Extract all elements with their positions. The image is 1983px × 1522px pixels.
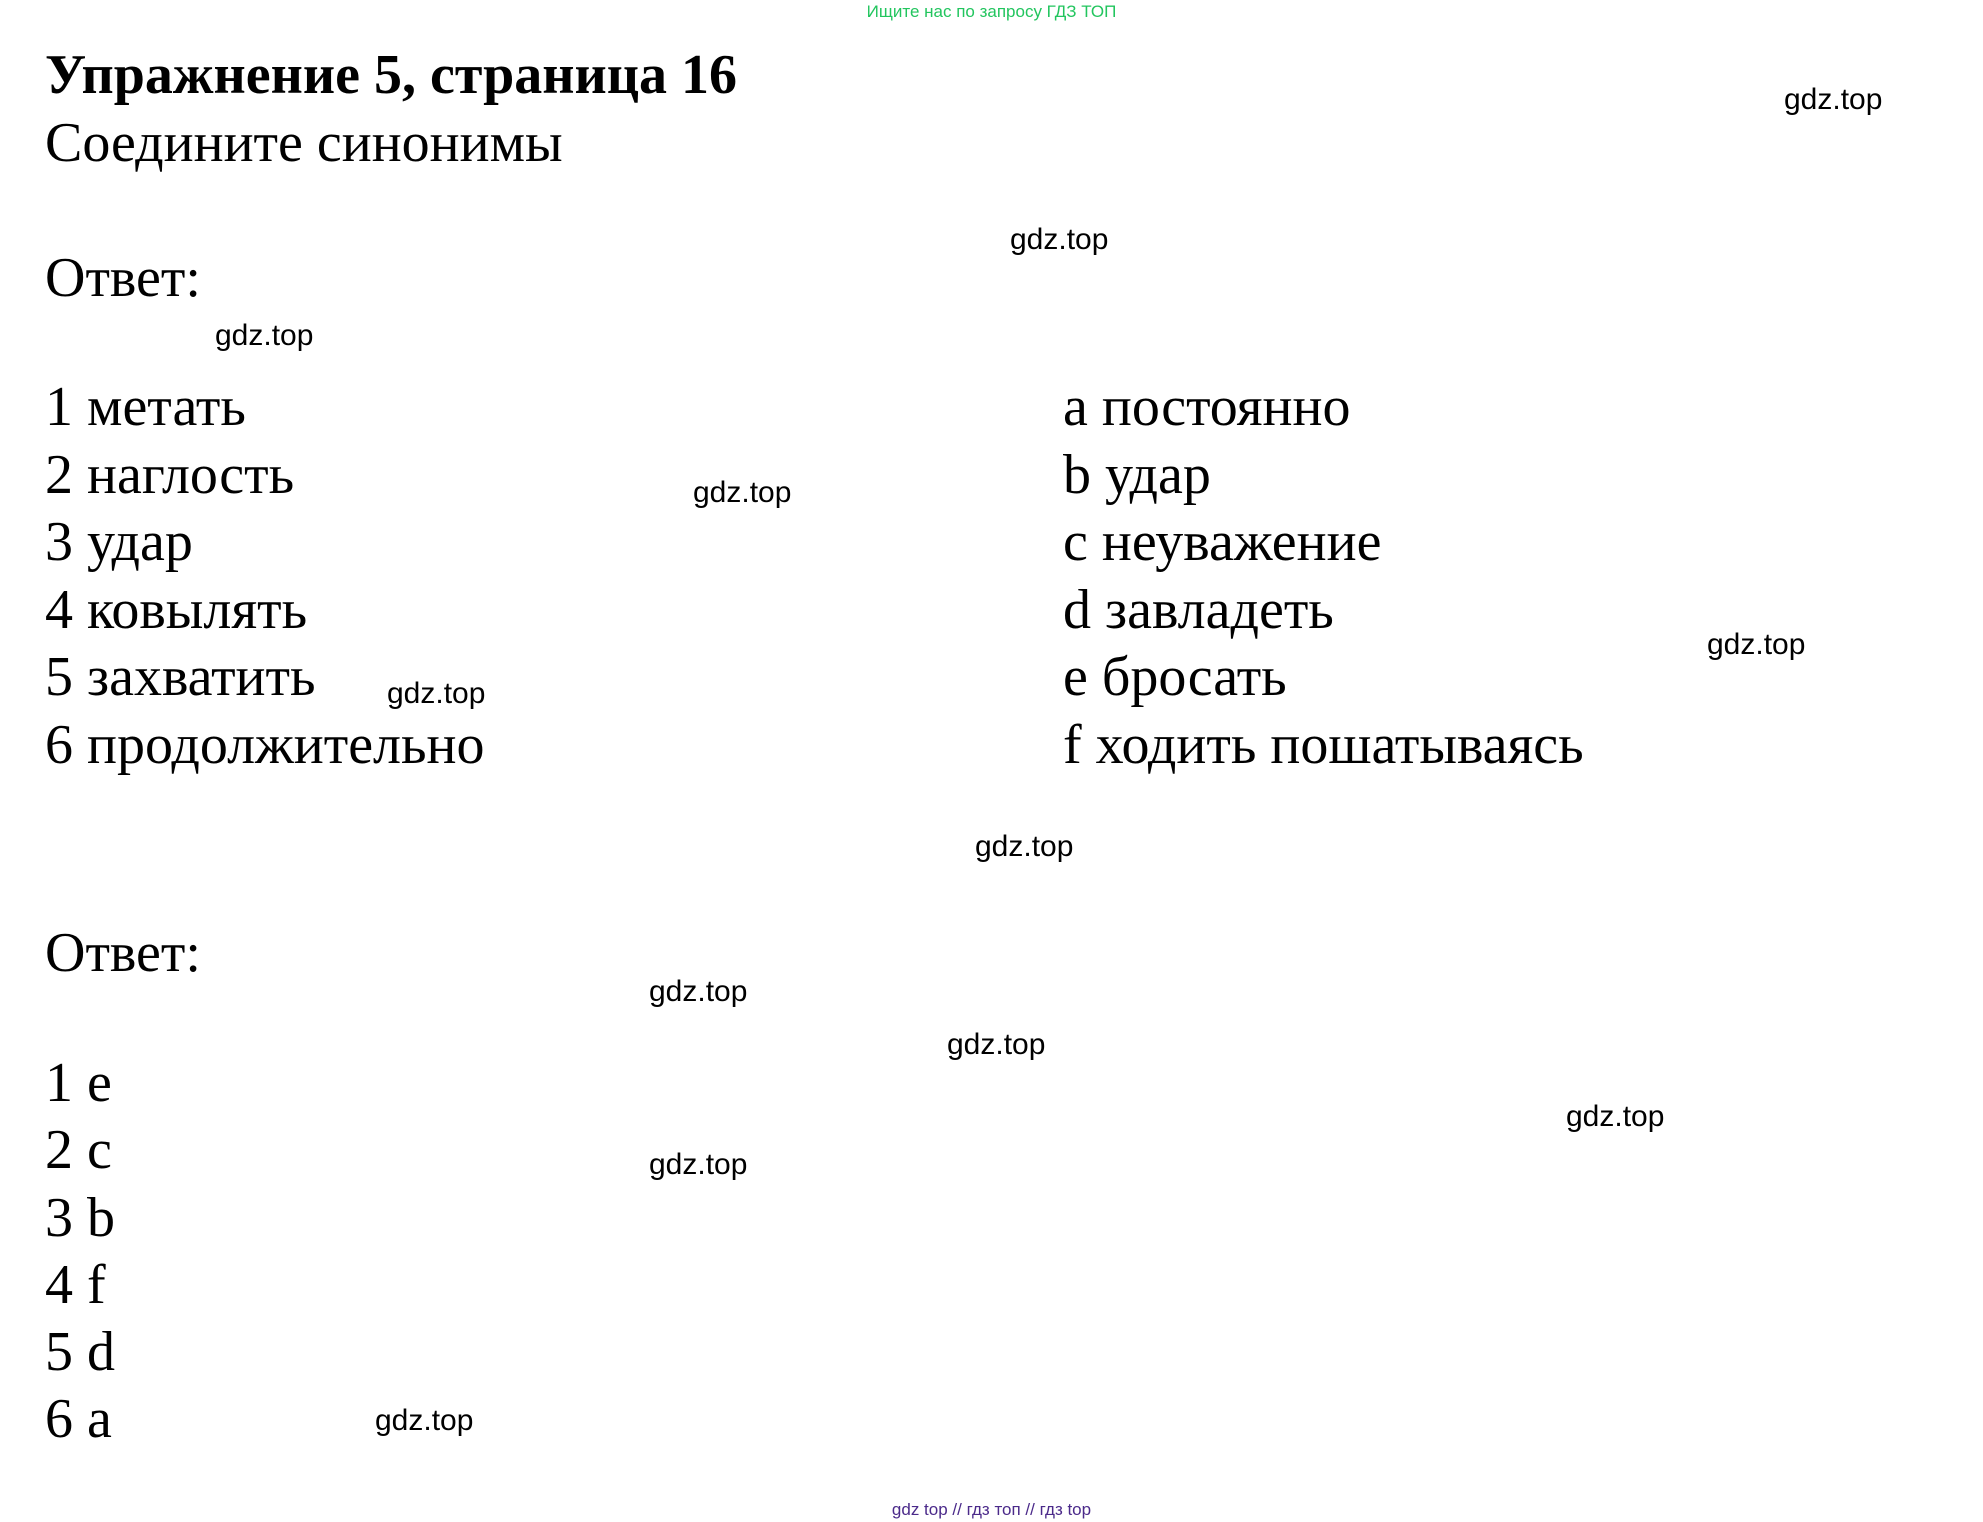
watermark: gdz.top: [649, 975, 748, 1008]
list-item: f ходить пошатываясь: [1063, 713, 1584, 776]
watermark: gdz.top: [387, 677, 486, 710]
list-item: 3 b: [45, 1186, 115, 1249]
exercise-title: Упражнение 5, страница 16: [45, 44, 738, 106]
watermark: gdz.top: [1784, 83, 1883, 116]
right-word-list: [1063, 374, 1584, 779]
list-item: 6 a: [45, 1388, 112, 1451]
list-item: c неуважение: [1063, 511, 1382, 573]
watermark: gdz.top: [975, 830, 1074, 863]
list-item: 5 захватить: [45, 646, 316, 708]
list-item: 3 удар: [45, 511, 193, 573]
watermark: gdz.top: [1010, 223, 1109, 256]
watermark: gdz.top: [1566, 1100, 1665, 1133]
list-item: d завладеть: [1063, 578, 1334, 641]
list-item: 4 ковылять: [45, 578, 308, 641]
watermark: gdz.top: [693, 476, 792, 509]
answer-label-1: Ответ:: [45, 247, 201, 309]
watermark: gdz.top: [215, 319, 314, 352]
watermark: gdz.top: [375, 1404, 474, 1437]
list-item: 2 наглость: [45, 443, 295, 506]
list-item: a постоянно: [1063, 376, 1351, 438]
list-item: 5 d: [45, 1321, 115, 1384]
watermark: gdz.top: [1707, 628, 1806, 661]
left-word-list: [45, 374, 485, 779]
watermark: gdz.top: [649, 1148, 748, 1181]
exercise-subtitle: Соедините синонимы: [45, 112, 563, 174]
answer-label-2: Ответ:: [45, 922, 201, 984]
list-item: 4 f: [45, 1253, 106, 1316]
list-item: 1 e: [45, 1052, 112, 1114]
list-item: e бросать: [1063, 646, 1287, 708]
list-item: 6 продолжительно: [45, 713, 485, 776]
list-item: 1 метать: [45, 376, 246, 438]
footer-links: gdz top // гдз топ // гдз top: [891, 1500, 1092, 1519]
answer-list: [45, 1050, 115, 1454]
watermark: gdz.top: [947, 1028, 1046, 1061]
list-item: b удар: [1063, 443, 1211, 506]
top-banner: Ищите нас по запросу ГДЗ ТОП: [866, 2, 1117, 21]
list-item: 2 c: [45, 1119, 112, 1182]
